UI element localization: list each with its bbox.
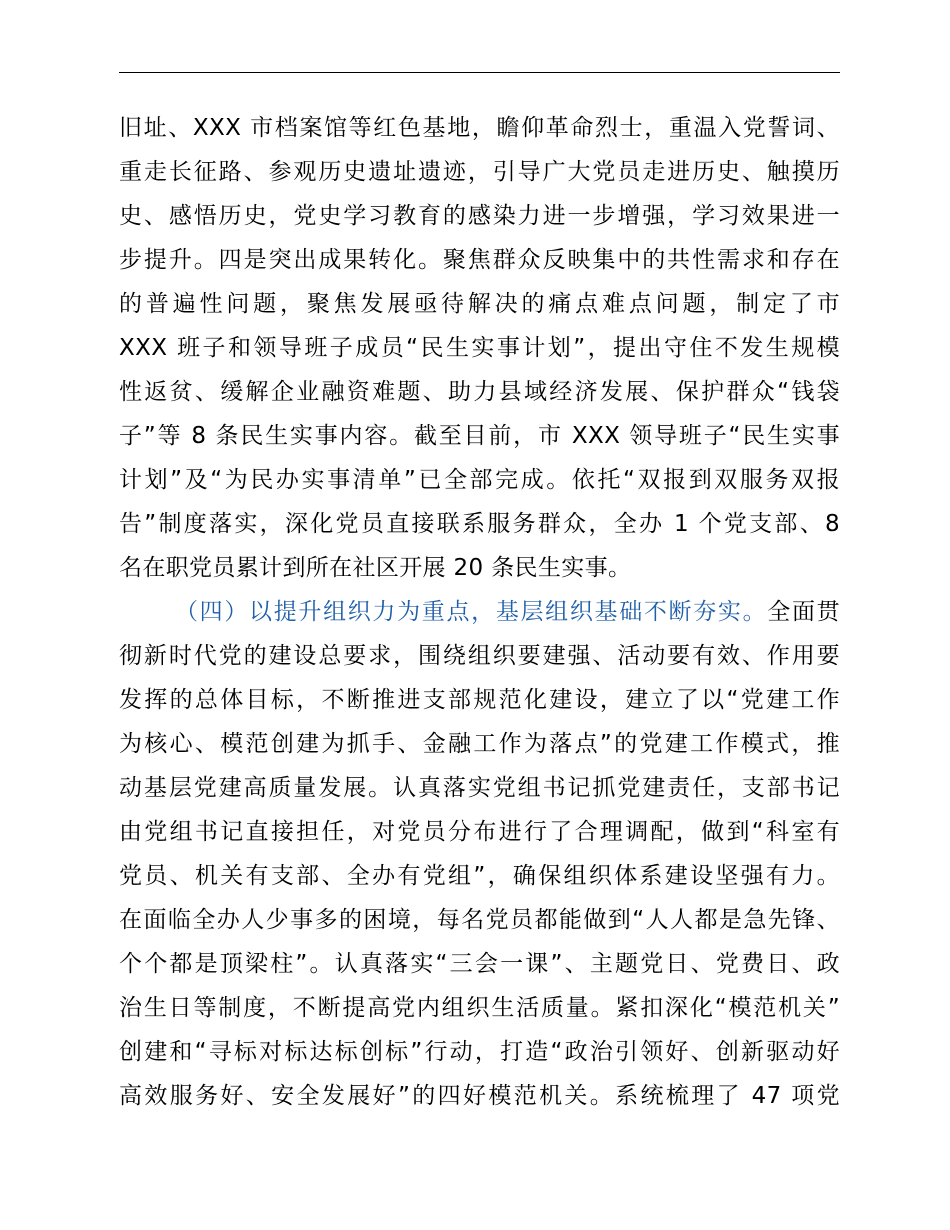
paragraph-line: 史、感悟历史，党史学习教育的感染力进一步增强，学习效果进一 [119,203,840,229]
paragraph-line: 发挥的总体目标，不断推进支部规范化建设，建立了以“党建工作 [119,687,840,713]
paragraph-line: 高效服务好、安全发展好”的四好模范机关。系统梳理了 47 项党 [119,1083,840,1109]
paragraph-line: 计划”及“为民办实事清单”已全部完成。依托“双报到双服务双报 [119,467,840,493]
paragraph-line: 为核心、模范创建为抓手、金融工作为落点”的党建工作模式，推 [119,731,840,757]
paragraph-line: 动基层党建高质量发展。认真落实党组书记抓党建责任，支部书记 [119,775,840,801]
section-heading-line [119,590,840,634]
paragraph-text: 全面贯 [767,599,840,625]
paragraph-line: 创建和“寻标对标达标创标”行动，打造“政治引领好、创新驱动好 [119,1039,840,1065]
paragraph-line: 名在职党员累计到所在社区开展 20 条民生实事。 [119,555,632,581]
paragraph-line: 重走长征路、参观历史遗址遗迹，引导广大党员走进历史、触摸历 [119,159,840,185]
paragraph-line: XXX 班子和领导班子成员“民生实事计划”，提出守住不发生规模 [119,335,840,361]
paragraph-line: 在面临全办人少事多的困境，每名党员都能做到“人人都是急先锋、 [119,907,840,933]
paragraph-line: 党员、机关有支部、全办有党组”，确保组织体系建设坚强有力。 [119,863,840,889]
paragraph-line: 性返贫、缓解企业融资难题、助力县域经济发展、保护群众“钱袋 [119,379,840,405]
paragraph-line: 治生日等制度，不断提高党内组织生活质量。紧扣深化“模范机关” [119,995,840,1021]
header-rule [119,72,840,73]
paragraph-line: 步提升。四是突出成果转化。聚焦群众反映集中的共性需求和存在 [119,247,840,273]
paragraph-line: 告”制度落实，深化党员直接联系服务群众，全办 1 个党支部、8 [119,511,840,537]
paragraph-line: 旧址、XXX 市档案馆等红色基地，瞻仰革命烈士，重温入党誓词、 [119,115,840,141]
section-heading: （四）以提升组织力为重点，基层组织基础不断夯实。 [175,599,768,625]
paragraph-line: 彻新时代党的建设总要求，围绕组织要建强、活动要有效、作用要 [119,643,840,669]
paragraph-line: 个个都是顶梁柱”。认真落实“三会一课”、主题党日、党费日、政 [119,951,840,977]
paragraph-line: 子”等 8 条民生实事内容。截至目前，市 XXX 领导班子“民生实事 [119,423,840,449]
body-text [119,106,840,1118]
paragraph-line: 的普遍性问题，聚焦发展亟待解决的痛点难点问题，制定了市 [119,291,840,317]
paragraph-line: 由党组书记直接担任，对党员分布进行了合理调配，做到“科室有 [119,819,840,845]
